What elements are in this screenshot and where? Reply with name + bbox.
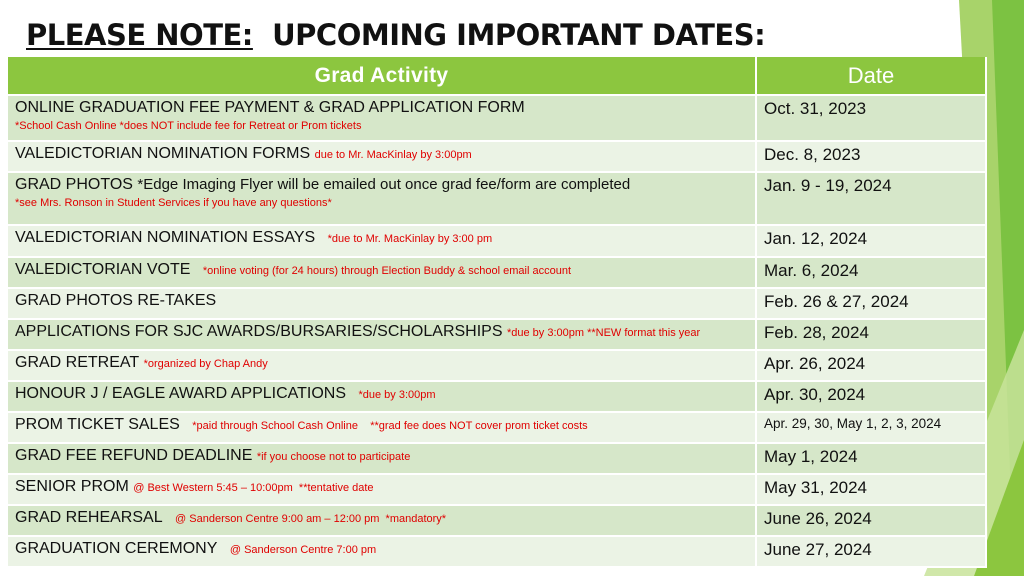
activity-note: due to Mr. MacKinlay by 3:00pm [314, 149, 472, 161]
page-title [26, 18, 765, 52]
table-row [8, 381, 986, 412]
activity-cell [8, 350, 756, 381]
activity-cell [8, 474, 756, 505]
table-row [8, 141, 986, 172]
activity-cell [8, 412, 756, 443]
activity-cell [8, 288, 756, 319]
activity-note: @ Sanderson Centre 9:00 am – 12:00 pm *mandatory* [175, 513, 447, 525]
title-please-note: PLEASE NOTE: [26, 18, 253, 52]
activity-note: @ Sanderson Centre 7:00 pm [229, 544, 377, 556]
activity-cell [8, 141, 756, 172]
table-row [8, 225, 986, 257]
activity-name: GRAD REHEARSAL [15, 509, 163, 526]
date-cell: Jan. 9 - 19, 2024 [756, 172, 986, 225]
activity-name: GRAD PHOTOS [15, 176, 133, 193]
table-row [8, 350, 986, 381]
table-row [8, 95, 986, 141]
activity-cell [8, 381, 756, 412]
table-row [8, 257, 986, 288]
activity-name: SENIOR PROM [15, 478, 129, 495]
header-row [8, 57, 986, 95]
date-cell: Jan. 12, 2024 [756, 225, 986, 257]
table-row [8, 319, 986, 350]
activity-cell [8, 257, 756, 288]
activity-name: HONOUR J / EAGLE AWARD APPLICATIONS [15, 385, 347, 402]
activity-extra-note: *Edge Imaging Flyer will be emailed out once grad fee/form are completed [137, 176, 631, 193]
header-date: Date [756, 57, 986, 95]
date-cell: Feb. 26 & 27, 2024 [756, 288, 986, 319]
activity-name: ONLINE GRADUATION FEE PAYMENT & GRAD APPLICATION FORM [15, 99, 525, 116]
table-row [8, 288, 986, 319]
activity-cell [8, 443, 756, 474]
header-grad-activity: Grad Activity [8, 57, 756, 95]
activity-note: @ Best Western 5:45 – 10:00pm **tentative date [133, 482, 374, 494]
date-cell: June 27, 2024 [756, 536, 986, 567]
activity-cell [8, 225, 756, 257]
table-row [8, 474, 986, 505]
date-cell: Feb. 28, 2024 [756, 319, 986, 350]
table-row [8, 536, 986, 567]
date-cell: Apr. 29, 30, May 1, 2, 3, 2024 [756, 412, 986, 443]
date-cell: May 31, 2024 [756, 474, 986, 505]
activity-name: VALEDICTORIAN VOTE [15, 261, 191, 278]
activity-cell [8, 536, 756, 567]
activity-name: PROM TICKET SALES [15, 416, 180, 433]
activity-sub-note: *School Cash Online *does NOT include fee for Retreat or Prom tickets [15, 120, 362, 132]
activity-name: VALEDICTORIAN NOMINATION FORMS [15, 145, 311, 162]
activity-note: *online voting (for 24 hours) through Election Buddy & school email account [202, 265, 572, 277]
activity-note: *organized by Chap Andy [143, 358, 268, 370]
activity-cell [8, 505, 756, 536]
date-cell: Oct. 31, 2023 [756, 95, 986, 141]
title-upcoming-dates: UPCOMING IMPORTANT DATES: [272, 18, 766, 52]
activity-name: GRAD RETREAT [15, 354, 140, 371]
activity-note: *due by 3:00pm **NEW format this year [506, 327, 701, 339]
date-cell: June 26, 2024 [756, 505, 986, 536]
activity-name: APPLICATIONS FOR SJC AWARDS/BURSARIES/SCHOLARSHIPS [15, 323, 503, 340]
activity-name: VALEDICTORIAN NOMINATION ESSAYS [15, 229, 316, 246]
table-row [8, 443, 986, 474]
activity-note: *paid through School Cash Online **grad fee does NOT cover prom ticket costs [192, 420, 588, 432]
date-cell: Apr. 30, 2024 [756, 381, 986, 412]
activity-note: *due by 3:00pm [358, 389, 436, 401]
date-cell: Apr. 26, 2024 [756, 350, 986, 381]
activity-cell [8, 319, 756, 350]
table-row [8, 172, 986, 225]
activity-cell [8, 95, 756, 141]
activity-note: *if you choose not to participate [256, 451, 411, 463]
activity-note: *due to Mr. MacKinlay by 3:00 pm [327, 233, 493, 245]
activity-cell [8, 172, 756, 225]
schedule-table [8, 57, 987, 568]
date-cell: Dec. 8, 2023 [756, 141, 986, 172]
table-row [8, 505, 986, 536]
date-cell: Mar. 6, 2024 [756, 257, 986, 288]
activity-name: GRADUATION CEREMONY [15, 540, 218, 557]
activity-name: GRAD PHOTOS RE-TAKES [15, 292, 217, 309]
activity-sub-note: *see Mrs. Ronson in Student Services if you have any questions* [15, 197, 332, 209]
table-row [8, 412, 986, 443]
activity-name: GRAD FEE REFUND DEADLINE [15, 447, 253, 464]
date-cell: May 1, 2024 [756, 443, 986, 474]
